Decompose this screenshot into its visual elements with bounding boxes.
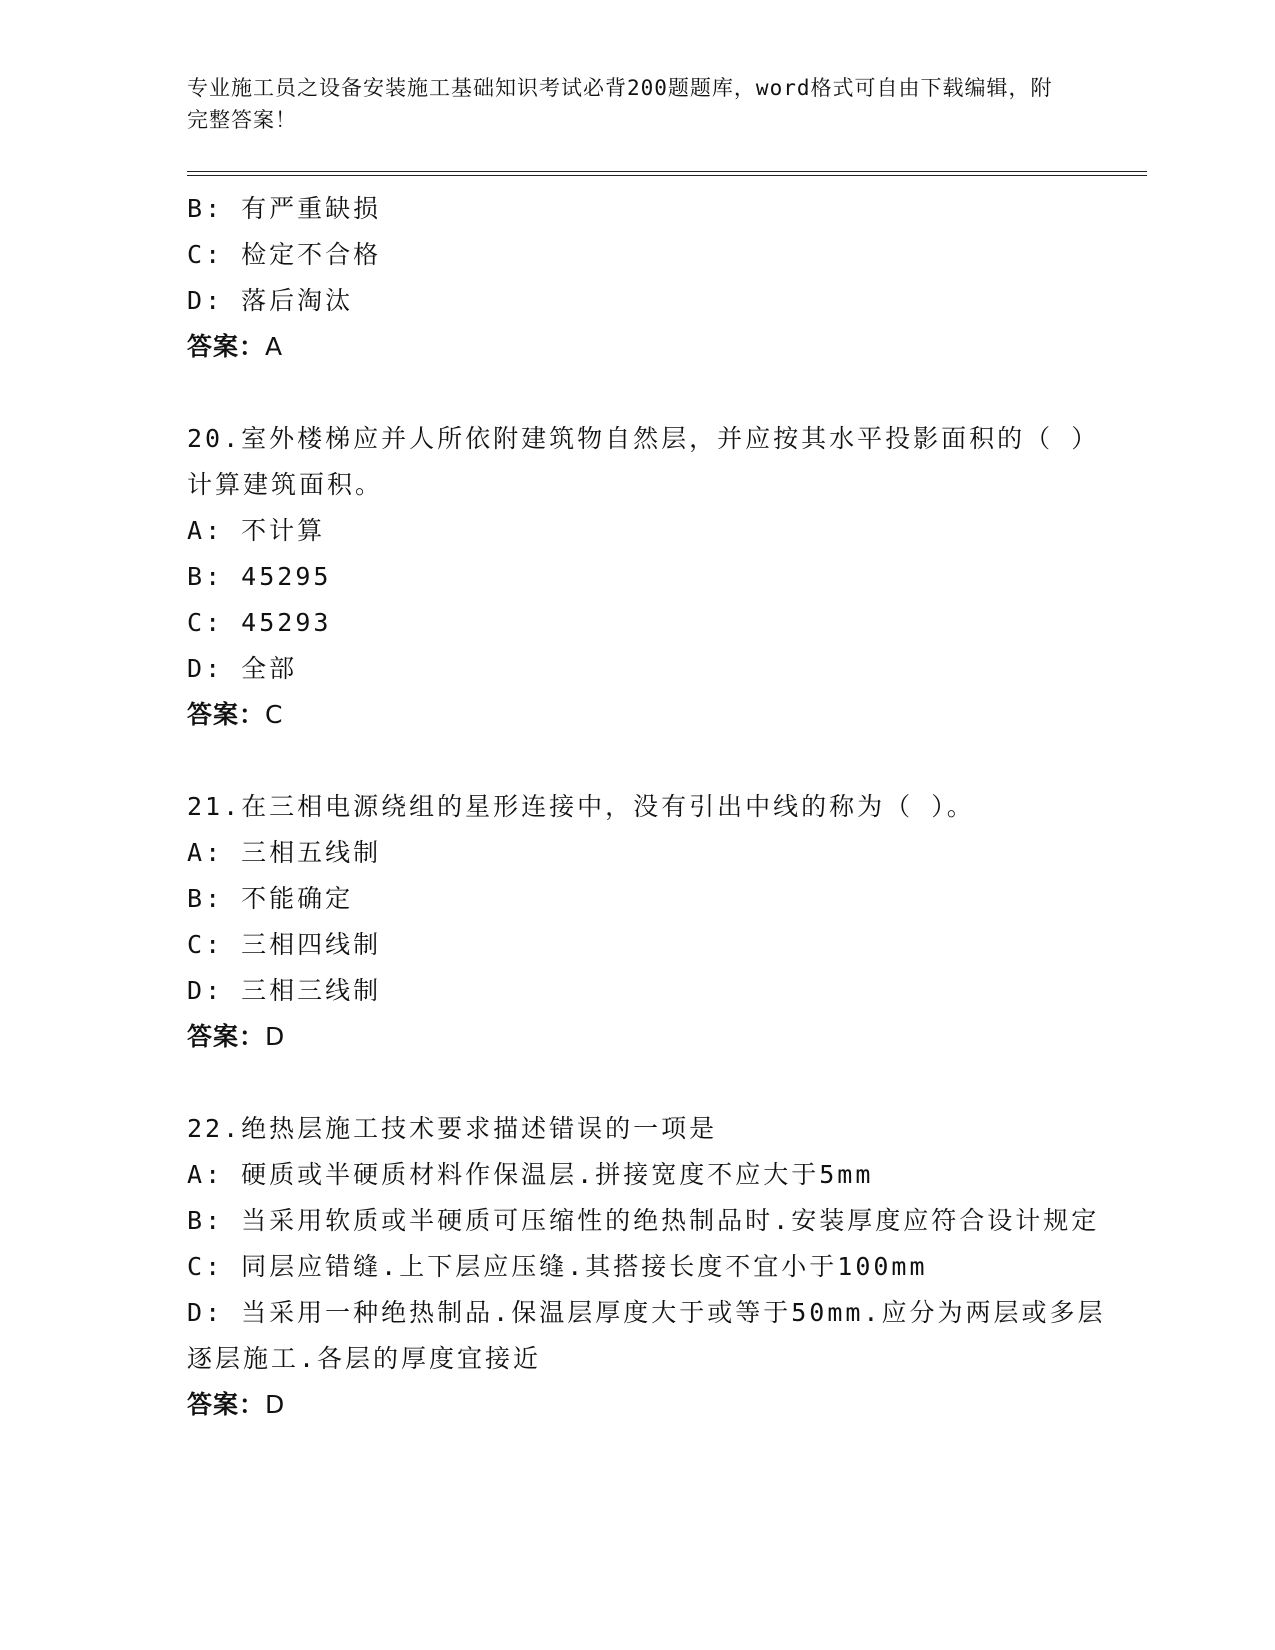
option-text: 同层应错缝.上下层应压缝.其搭接长度不宜小于100mm	[241, 1252, 928, 1281]
option-item: A: 三相五线制	[187, 838, 382, 867]
header-rule-bottom	[187, 175, 1147, 176]
question-list	[187, 186, 1107, 1428]
option-text: 当采用软质或半硬质可压缩性的绝热制品时.安装厚度应符合设计规定	[241, 1206, 1100, 1235]
option-key: C	[187, 608, 206, 637]
carryover-block	[187, 186, 1107, 370]
question-text: 绝热层施工技术要求描述错误的一项是	[241, 1114, 718, 1143]
question-number: 21.	[187, 792, 242, 821]
option-text: 不计算	[241, 516, 326, 545]
option-key: B	[187, 1206, 206, 1235]
document-title: 专业施工员之设备安装施工基础知识考试必背200题题库，word格式可自由下载编辑，附完整答案！	[187, 76, 1053, 132]
option-item: D: 当采用一种绝热制品.保温层厚度大于或等于50mm.应分为两层或多层逐层施工.各层的厚度宜接近	[187, 1298, 1106, 1373]
option-item: D: 全部	[187, 654, 298, 683]
answer-label: 答案：	[187, 332, 266, 361]
option-key: A	[187, 1160, 206, 1189]
answer-label: 答案：	[187, 700, 266, 729]
option-item: B: 有严重缺损	[187, 194, 382, 223]
option-key: A	[187, 838, 206, 867]
option-key: C	[187, 1252, 206, 1281]
option-item: C: 同层应错缝.上下层应压缝.其搭接长度不宜小于100mm	[187, 1252, 928, 1281]
question-stem	[187, 1106, 1107, 1152]
option-text: 当采用一种绝热制品.保温层厚度大于或等于50mm.应分为两层或多层逐层施工.各层的厚度宜接近	[187, 1298, 1106, 1373]
option-key: B	[187, 562, 206, 591]
option-text: 45293	[241, 608, 332, 637]
answer-line	[187, 1382, 1107, 1428]
option-key: A	[187, 516, 206, 545]
option-text: 检定不合格	[241, 240, 382, 269]
question-block	[187, 1106, 1107, 1428]
question-block	[187, 416, 1107, 738]
question-number: 20.	[187, 424, 242, 453]
answer-line	[187, 1014, 1107, 1060]
option-text: 三相五线制	[241, 838, 382, 867]
document-header	[187, 72, 1067, 136]
question-block	[187, 784, 1107, 1060]
option-item: A: 不计算	[187, 516, 326, 545]
question-stem	[187, 784, 1107, 830]
option-text: 三相四线制	[241, 930, 382, 959]
answer-line	[187, 324, 1107, 370]
option-item: C: 三相四线制	[187, 930, 382, 959]
option-key: D	[187, 1298, 206, 1327]
option-text: 三相三线制	[241, 976, 382, 1005]
option-key: C	[187, 240, 206, 269]
option-item: A: 硬质或半硬质材料作保温层.拼接宽度不应大于5mm	[187, 1160, 874, 1189]
option-text: 45295	[241, 562, 332, 591]
option-item: C: 45293	[187, 608, 332, 637]
option-key: D	[187, 654, 206, 683]
header-rule-top	[187, 171, 1147, 172]
option-key: D	[187, 286, 206, 315]
option-key: C	[187, 930, 206, 959]
question-text: 在三相电源绕组的星形连接中，没有引出中线的称为（ ）。	[241, 792, 975, 821]
option-text: 硬质或半硬质材料作保温层.拼接宽度不应大于5mm	[241, 1160, 874, 1189]
answer-value: A	[265, 332, 284, 361]
answer-value: C	[265, 700, 284, 729]
option-item: D: 落后淘汰	[187, 286, 354, 315]
option-item: B: 当采用软质或半硬质可压缩性的绝热制品时.安装厚度应符合设计规定	[187, 1206, 1100, 1235]
answer-value: D	[265, 1390, 286, 1419]
option-item: C: 检定不合格	[187, 240, 382, 269]
answer-line	[187, 692, 1107, 738]
question-stem	[187, 416, 1107, 508]
option-text: 有严重缺损	[241, 194, 382, 223]
answer-value: D	[265, 1022, 286, 1051]
question-text: 室外楼梯应并人所依附建筑物自然层，并应按其水平投影面积的（ ）计算建筑面积。	[187, 424, 1100, 499]
option-text: 不能确定	[241, 884, 354, 913]
question-number: 22.	[187, 1114, 242, 1143]
option-item: B: 45295	[187, 562, 332, 591]
answer-label: 答案：	[187, 1390, 266, 1419]
option-key: D	[187, 976, 206, 1005]
option-key: B	[187, 194, 206, 223]
option-key: B	[187, 884, 206, 913]
option-item: B: 不能确定	[187, 884, 354, 913]
answer-label: 答案：	[187, 1022, 266, 1051]
option-text: 落后淘汰	[241, 286, 354, 315]
option-item: D: 三相三线制	[187, 976, 382, 1005]
option-text: 全部	[241, 654, 298, 683]
